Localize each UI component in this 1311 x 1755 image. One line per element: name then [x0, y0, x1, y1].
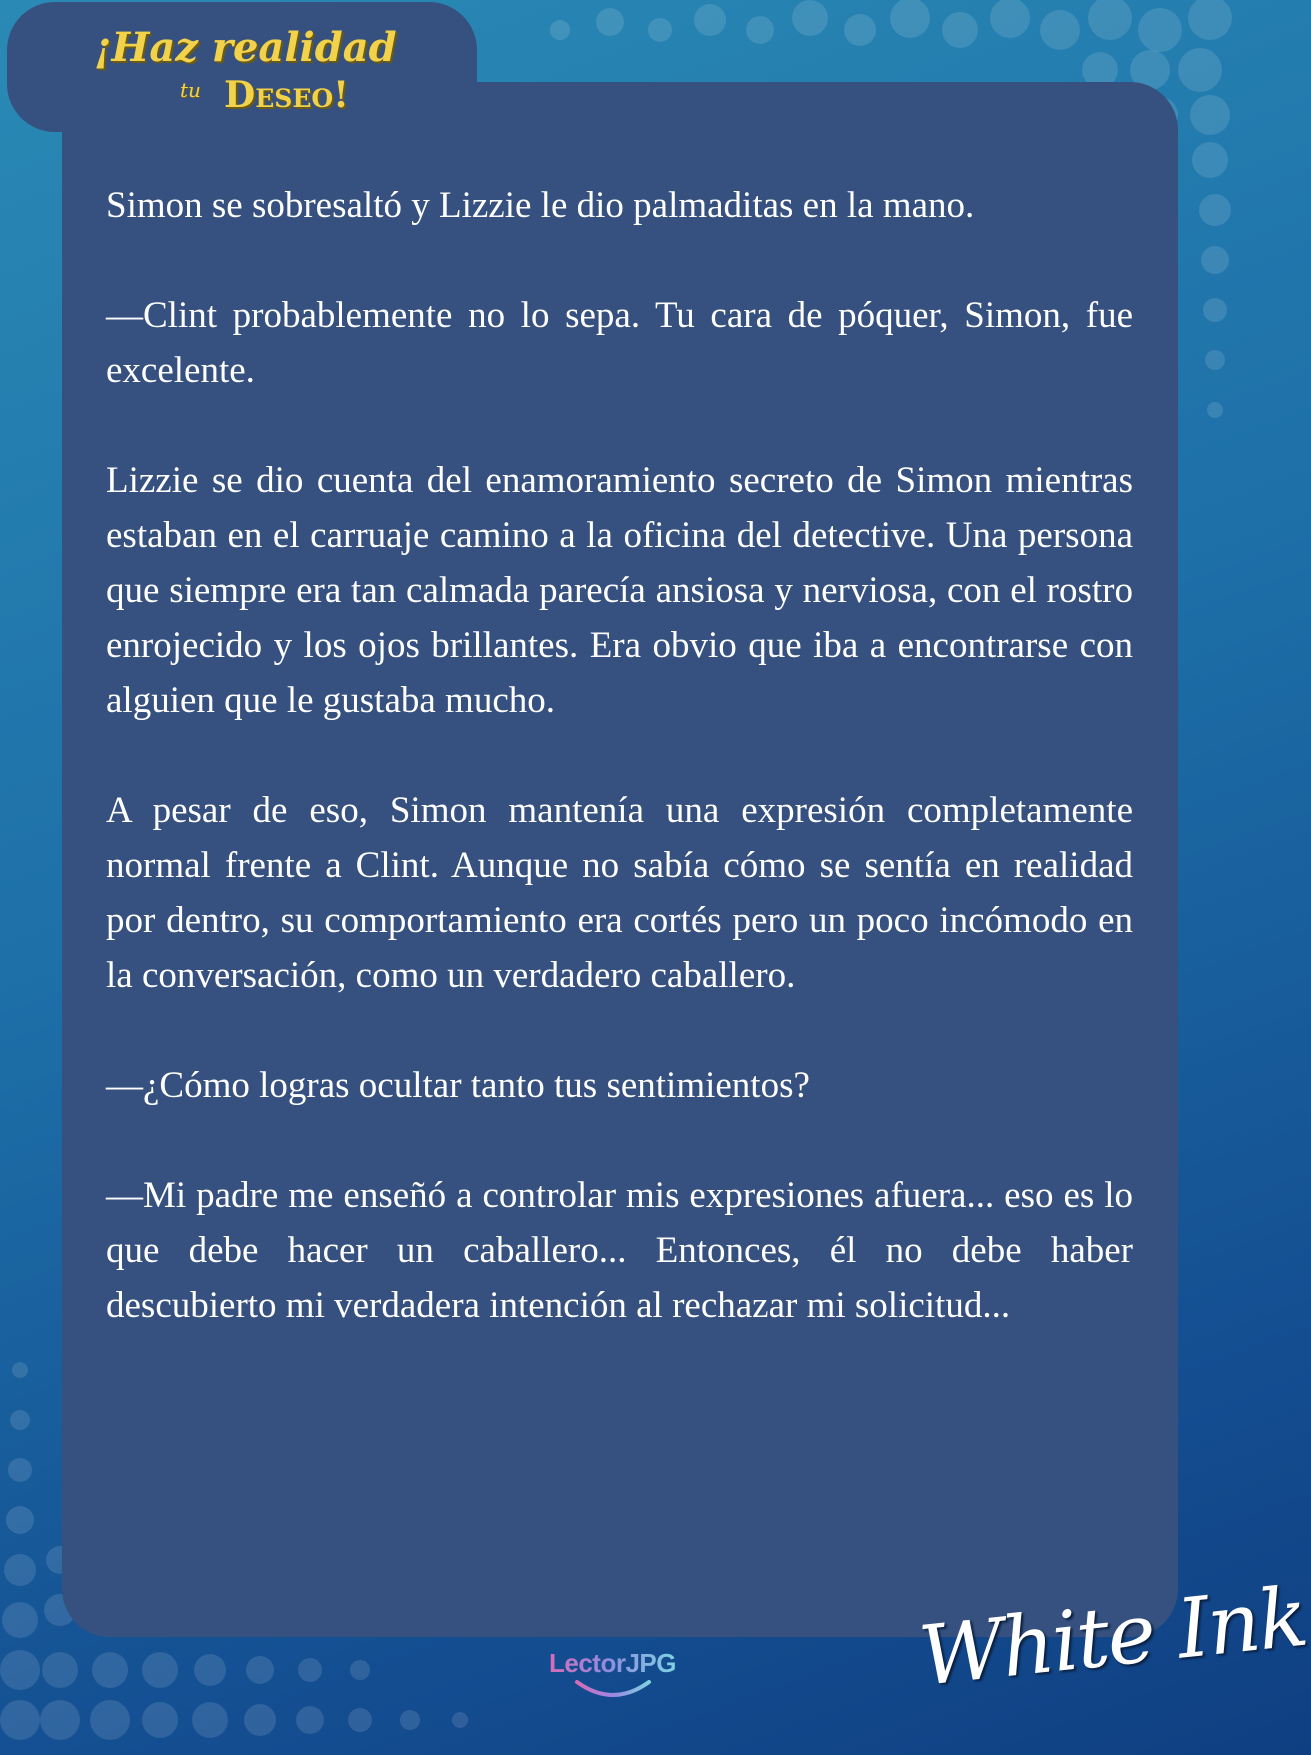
story-text	[106, 178, 1133, 1388]
logo-connector: tu	[180, 78, 201, 102]
paragraph: —¿Cómo logras ocultar tanto tus sentimientos?	[106, 1065, 810, 1106]
paragraph: —Mi padre me enseñó a controlar mis expresiones afuera... eso es lo que debe hacer un caballero... Entonces, él no debe haber descubierto mi verdadera intención al rechazar mi solicitud...	[106, 1175, 1133, 1326]
logo-subtitle: Deseo!	[224, 74, 349, 116]
paragraph: Simon se sobresaltó y Lizzie le dio palmaditas en la mano.	[106, 185, 975, 226]
watermark-label: LectorJPG	[549, 1648, 676, 1678]
white-ink-signature: White Ink	[915, 1569, 1311, 1705]
paragraph: —Clint probablemente no lo sepa. Tu cara de póquer, Simon, fue excelente.	[106, 295, 1133, 391]
wish-logo	[90, 18, 397, 123]
paragraph: Lizzie se dio cuenta del enamoramiento secreto de Simon mientras estaban en el carruaje camino a la oficina del detective. Una persona que siempre era tan calmada parecía ansiosa y nerviosa, con el rostro enrojecido y los ojos brillantes. Era obvio que iba a encontrarse con alguien que le gustaba mucho.	[106, 460, 1133, 721]
smile-icon	[573, 1678, 653, 1700]
paragraph: A pesar de eso, Simon mantenía una expresión completamente normal frente a Clint. Aunque no sabía cómo se sentía en realidad por dentro, su comportamiento era cortés pero un poco incómodo en la conversación, como un verdadero caballero.	[106, 790, 1133, 996]
logo-title: ¡Haz realidad	[94, 24, 397, 71]
lectorjpg-watermark	[545, 1648, 695, 1708]
